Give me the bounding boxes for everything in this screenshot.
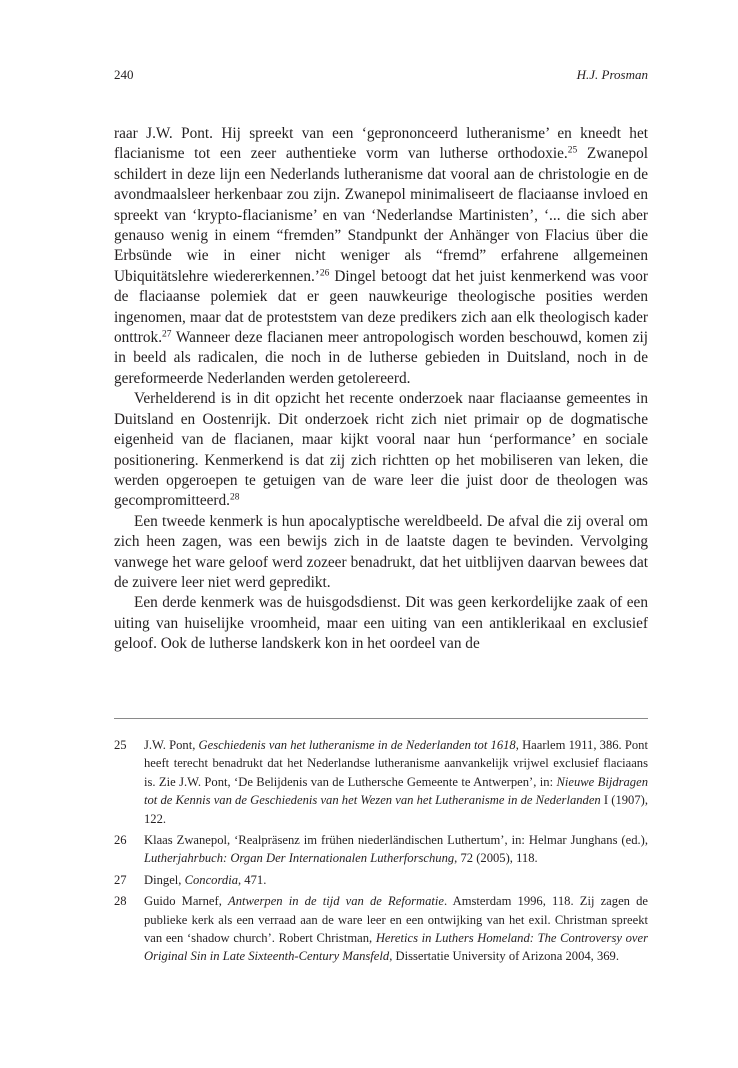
text-run: , Haarlem 1911, 386. Pont heeft terecht benadrukt dat het Nederlandse lutheranisme aanvankelijk vrijwel exclusief flaciaans is. Zie J.W. Pont, ‘De Belijdenis van de Luthersche Gemeente te Antwerpen’, in: [144, 738, 648, 789]
footnote-26 [114, 831, 648, 868]
book-page [114, 0, 648, 1068]
running-head-author: H.J. Prosman [576, 67, 648, 82]
paragraph-3 [114, 512, 648, 594]
footnote-28 [114, 892, 648, 966]
text-run: , Dissertatie University of Arizona 2004, 369. [389, 949, 619, 964]
text-run: I (1907), 122. [144, 793, 648, 826]
footnote-27 [114, 871, 648, 889]
footnote-25 [114, 736, 648, 828]
text-run: Guido Marnef, [144, 894, 229, 909]
text-run: Een tweede kenmerk is hun apocalyptische wereldbeeld. De afval die zij overal om zich heen zagen, was een bewijs zich in de laatste dagen te bevinden. Vervolging vanwege het ware geloof werd zozeer benadrukt, dat het uitblijven daarvan bewees dat de zuivere leer niet werd gepredikt. [114, 512, 648, 591]
text-run: , 72 (2005), 118. [454, 851, 538, 866]
paragraph-2 [114, 389, 648, 511]
italic-title: Heretics in Luthers Homeland: The Controversy over Original Sin in Late Sixteenth-Century Mansfeld [144, 931, 648, 964]
italic-title: Antwerpen in de tijd van de Reformatie [228, 894, 445, 909]
text-run: Verhelderend is in dit opzicht het recente onderzoek naar flaciaanse gemeentes in Duitsland en Oostenrijk. Dit onderzoek richt zich niet primair op de dogmatische eigenheid van de flacianen, maar kijkt vooral naar hun ‘performance’ en sociale positionering. Kenmerkend is dat zij zich richtten op het mobiliseren van leken, die werden opgeroepen te getuigen van de ware leer die juist door de theologen was gecompromitteerd. [114, 390, 648, 510]
text-run: Klaas Zwanepol, ‘Realpräsenz im frühen niederländischen Luthertum’, in: Helmar Junghans (ed.), [144, 833, 648, 848]
paragraph-1 [114, 124, 648, 389]
text-run: Een derde kenmerk was de huisgodsdienst. Dit was geen kerkordelijke zaak of een uiting van huiselijke vroomheid, maar een uiting van een antiklerikaal en exclusief geloof. Ook de lutherse landskerk kon in het oordeel van de [114, 594, 648, 653]
running-head [114, 66, 648, 84]
footnote-number: 25 [114, 738, 127, 752]
text-run: Dingel, [144, 872, 185, 887]
footnote-text [144, 871, 648, 889]
text-run: Dingel betoogt dat het juist kenmerkend was voor de flaciaanse polemiek dat er geen nauwkeurige theologische posities werden ingenomen, maar dat de proteststem van deze predikers zich aan elk theologisch kader onttrok. [114, 267, 648, 347]
footnote-ref-28[interactable]: 28 [229, 492, 240, 503]
footnote-text [144, 831, 648, 868]
footnote-ref-25[interactable]: 25 [567, 145, 578, 156]
text-run: , 471. [238, 872, 267, 887]
footnotes [114, 736, 648, 969]
footnote-text [144, 892, 648, 966]
text-run: Wanneer deze flacianen meer antropologisch worden beschouwd, komen zij in beeld als radicalen, die noch in de lutherse gebieden in Duitsland, noch in de gereformeerde Nederlanden werden getolereerd. [114, 329, 648, 387]
footnote-ref-27[interactable]: 27 [162, 329, 172, 340]
text-run: J.W. Pont, [144, 738, 199, 752]
text-run: Zwanepol schildert in deze lijn een Nederlands lutheranisme dat vooral aan de christologie en de avondmaalsleer herkenbaar zou zijn. Zwanepol minimaliseert de flaciaanse invloed en spreekt van ‘krypto-flacianisme’ en van ‘Nederlandse Martinisten’, ‘... die sich aber genauso wenig in einem “fremden” Standpunkt der Anhänger von Flacius über die Erbsünde wie in einer nicht weniger als “fremd” erfahrene allgemeinen Ubiquitätslehre wiedererkennen.’ [114, 145, 648, 285]
footnote-number: 27 [114, 872, 127, 887]
footnote-number: 26 [114, 833, 127, 848]
paragraph-4 [114, 593, 648, 654]
italic-title: Lutherjahrbuch: Organ Der Internationalen Lutherforschung [144, 851, 455, 866]
italic-title: Nieuwe Bijdragen tot de Kennis van de Geschiedenis van het Wezen van het Lutheranisme in de Nederlanden [144, 774, 648, 808]
footnote-text [144, 736, 648, 828]
text-run: . Amsterdam 1996, 118. Zij zagen de publieke kerk als een verraad aan de ware leer en een ontwijking van het exil. Christman spreekt van een ‘shadow church’. Robert Christman, [144, 894, 648, 946]
page-number: 240 [114, 67, 134, 82]
footnote-ref-26[interactable]: 26 [319, 268, 330, 279]
italic-title: Geschiedenis van het lutheranisme in de Nederlanden tot 1618 [198, 738, 516, 752]
footnote-divider [114, 718, 648, 719]
text-run: raar J.W. Pont. Hij spreekt van een ‘geprononceerd lutheranisme’ en kneedt het flacianisme tot een zeer authentieke vorm van lutherse orthodoxie. [114, 125, 648, 163]
italic-title: Concordia [184, 872, 238, 887]
main-text [114, 124, 648, 655]
footnote-number: 28 [114, 894, 127, 909]
